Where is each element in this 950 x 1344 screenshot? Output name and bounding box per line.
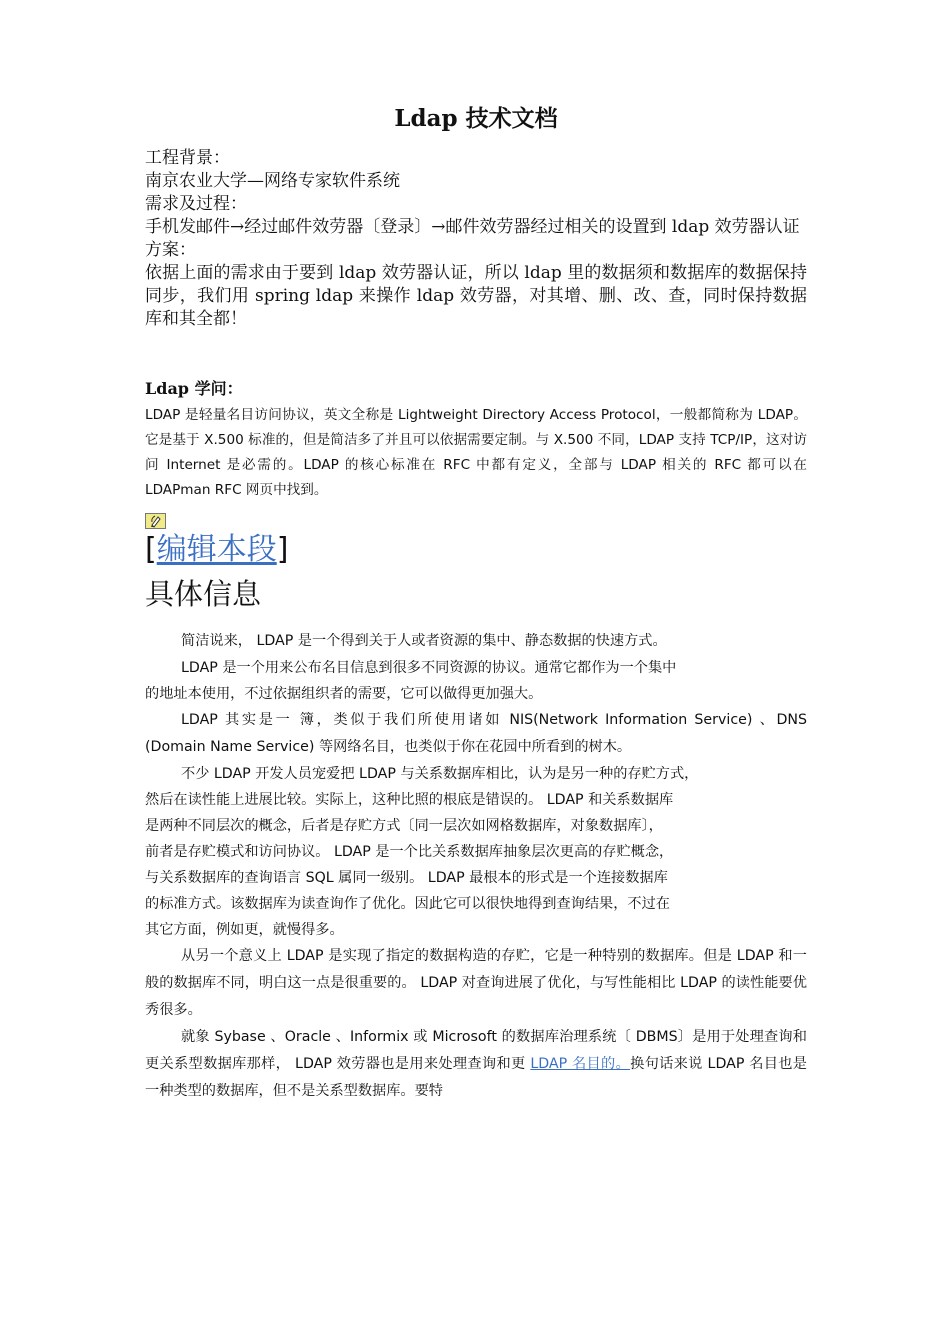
paragraph-2-line-1: LDAP 是一个用来公布名目信息到很多不同资源的协议。通常它都作为一个集中 xyxy=(181,660,677,676)
plan-text: 依据上面的需求由于要到 ldap 效劳器认证，所以 ldap 里的数据须和数据库的数据保持同步，我们用 spring ldap 来操作 ldap 效劳器，对其增、删、改、查，同时保持数据库和其全都！ xyxy=(145,263,807,329)
paragraph-5: 从另一个意义上 LDAP 是实现了指定的数据构造的存贮，它是一种特别的数据库。但是 LDAP 和一般的数据库不同，明白这一点是很重要的。 LDAP 对查询进展了优化，与写性能相比 LDAP 的读性能要优秀很多。 xyxy=(145,948,807,1018)
plan-label: 方案： xyxy=(145,240,196,260)
paragraph-4-line-5: 与关系数据库的查询语言 SQL 属同一级别。 LDAP 最根本的形式是一个连接数据库 xyxy=(145,870,668,886)
paragraph-4-line-4: 前者是存贮模式和访问协议。 LDAP 是一个比关系数据库抽象层次更高的存贮概念， xyxy=(145,844,674,860)
paragraph-4-line-1: 不少 LDAP 开发人员宠爱把 LDAP 与关系数据库相比，认为是另一种的存贮方式， xyxy=(181,766,699,782)
paragraph-4-line-2: 然后在读性能上进展比较。实际上，这种比照的根底是错误的。 LDAP 和关系数据库 xyxy=(145,792,674,808)
edit-section-link[interactable]: 编辑本段 xyxy=(156,532,277,567)
background-label: 工程背景： xyxy=(145,148,230,168)
requirement-label: 需求及过程： xyxy=(145,194,247,214)
edit-section-row xyxy=(145,530,288,570)
background-value: 南京农业大学—网络专家软件系统 xyxy=(145,171,400,191)
ldap-knowledge-heading: Ldap 学问： xyxy=(145,379,243,398)
document-title: Ldap 技术文档 xyxy=(394,105,558,132)
requirement-text: 手机发邮件→经过邮件效劳器〔登录〕→邮件效劳器经过相关的设置到 ldap 效劳器认证 xyxy=(145,217,800,237)
project-background-section xyxy=(145,147,807,331)
ldap-knowledge-section xyxy=(145,403,807,503)
paragraph-3: LDAP 其实是一 簿，类似于我们所使用诸如 NIS(Network Information Service) 、DNS (Domain Name Service) 等网络名目，也类似于你在花园中所看到的树木。 xyxy=(145,712,807,755)
edit-pencil-icon[interactable] xyxy=(145,513,166,529)
paragraph-4-line-6: 的标准方式。该数据库为读查询作了优化。因此它可以很快地得到查询结果，不过在 xyxy=(145,896,670,912)
ldap-knowledge-text: LDAP 是轻量名目访问协议，英文全称是 Lightweight Directory Access Protocol，一般都简称为 LDAP。它是基于 X.500 标准的，但是简洁多了并且可以依据需要定制。与 X.500 不同，LDAP 支持 TCP/IP，这对访问 Internet 是必需的。LDAP 的核心标准在 RFC 中都有定义，全部与 LDAP 相关的 RFC 都可以在 LDAPman RFC 网页中找到。 xyxy=(145,407,807,498)
edit-bracket-close: ] xyxy=(276,532,289,567)
paragraph-2-line-2: 的地址本使用，不过依据组织者的需要，它可以做得更加强大。 xyxy=(145,686,543,702)
paragraph-6-continued: 换句话来说 LDAP 名目也是一种类型的数据库，但不是关系型数据库。要特 xyxy=(145,1056,807,1099)
paragraph-1: 简洁说来， LDAP 是一个得到关于人或者资源的集中、静态数据的快速方式。 xyxy=(181,633,667,649)
paragraph-6 xyxy=(145,1024,807,1105)
section-heading: 具体信息 xyxy=(145,577,262,611)
paragraph-4-line-3: 是两种不同层次的概念，后者是存贮方式〔同一层次如网格数据库，对象数据库〕， xyxy=(145,818,663,834)
paragraph-6-text: 就象 Sybase 、Oracle 、Informix 或 Microsoft 的数据库治理系统〔 DBMS〕是用于处理查询和更关系型数据库那样， LDAP 效劳器也是用来处理查询和更 xyxy=(145,1029,807,1072)
edit-bracket-open: [ xyxy=(145,532,157,567)
paragraph-4-line-7: 其它方面，例如更，就慢得多。 xyxy=(145,922,344,938)
ldap-directory-link[interactable]: LDAP 名目的。 xyxy=(530,1056,631,1072)
detail-section xyxy=(145,628,807,1105)
